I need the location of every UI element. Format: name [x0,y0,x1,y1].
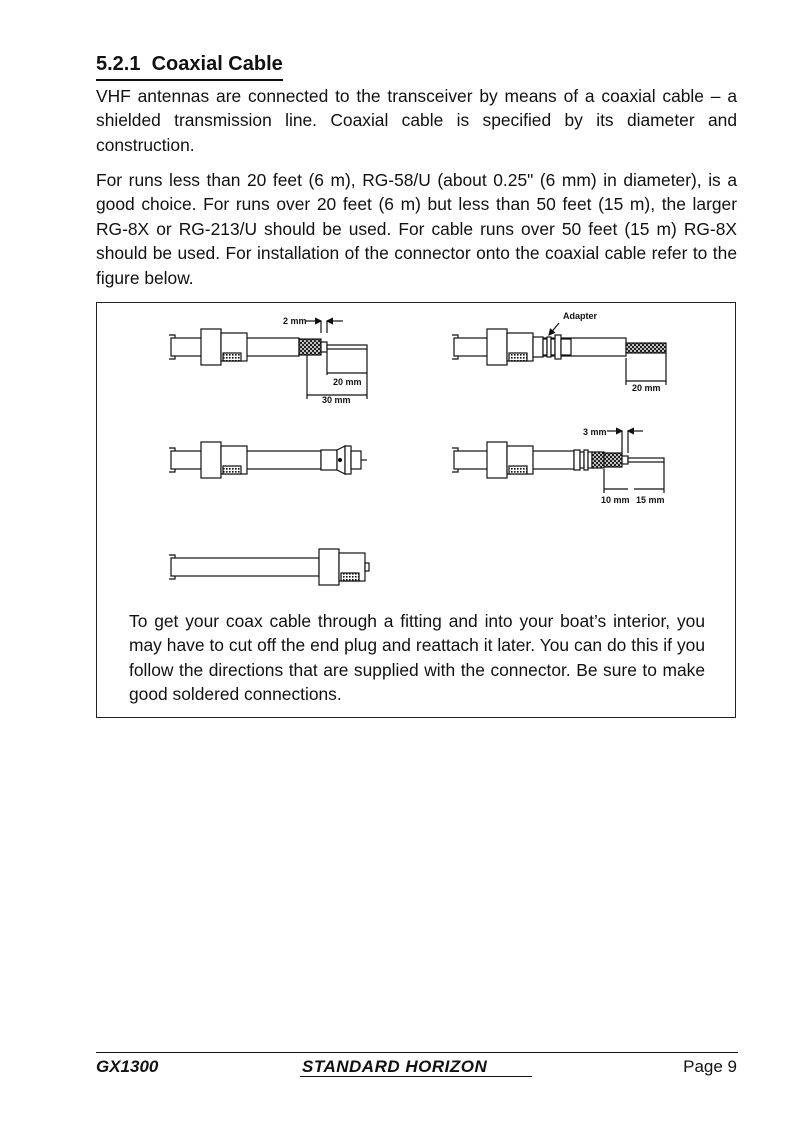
step3-illustration [169,442,367,478]
footer-page-number: Page 9 [683,1057,737,1076]
footer-brand: STANDARD HORIZON [302,1057,488,1076]
step2-adapter-label: Adapter [563,311,598,321]
connector-illustration [97,303,735,603]
step4-dim-3mm: 3 mm [583,427,607,437]
paragraph-cable-runs: For runs less than 20 feet (6 m), RG-58/U (about 0.25" (6 mm) in diameter), is a good choice. For runs over 20 feet (6 m) but less than 50 feet (15 m), the larger RG-8X or RG-213/U should be used. For cable runs over 50 feet (15 m) RG-8X should be used. For installation of the connector onto the coaxial cable refer to the figure below. [96,170,737,288]
section-number: 5.2.1 [96,53,141,75]
step2-dim-20mm: 20 mm [632,383,661,393]
step1-dim-30mm: 30 mm [322,395,351,405]
figure-caption: To get your coax cable through a fitting and into your boat’s interior, you may have to cut off the end plug and reattach it later. You can do this if you follow the directions that are supplied with the connector. Be sure to make good soldered connections. [129,611,705,705]
paragraph-intro: VHF antennas are connected to the transceiver by means of a coaxial cable – a shielded transmission line. Coaxial cable is specified by its diameter and construction. [96,86,737,155]
section-title: Coaxial Cable [151,53,283,75]
step4-dim-10mm: 10 mm [601,495,630,505]
step1-dim-20mm: 20 mm [333,377,362,387]
footer-rule [96,1052,738,1053]
step1-dim-2mm: 2 mm [283,316,307,326]
footer-model: GX1300 [96,1057,159,1076]
connector-figure [96,302,736,718]
step5-illustration [169,549,369,585]
step4-illustration [452,431,664,493]
step4-dim-15mm: 15 mm [636,495,665,505]
step1-illustration [169,321,367,399]
footer-brand-underline [300,1076,532,1077]
step2-illustration [452,323,666,385]
section-heading [96,50,283,81]
